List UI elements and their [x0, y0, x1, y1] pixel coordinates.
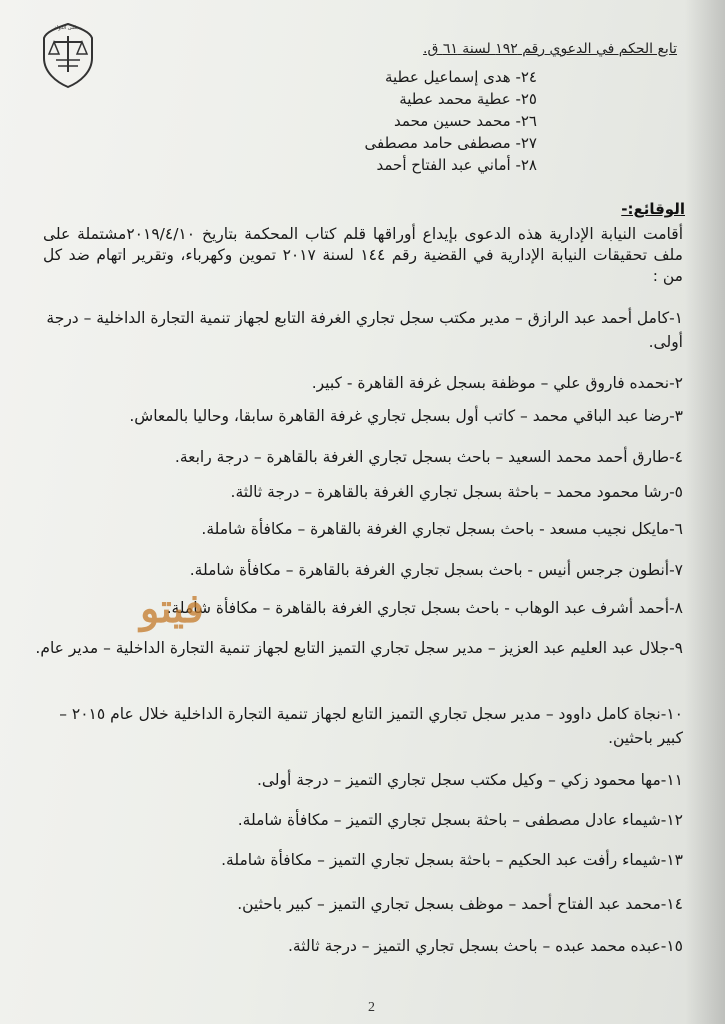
- list-item: ١٣-شيماء رأفت عبد الحكيم – باحثة بسجل تجاري التميز – مكافأة شاملة.: [221, 851, 683, 869]
- list-item: ١١-مها محمود زكي – وكيل مكتب سجل تجاري التميز – درجة أولى.: [256, 771, 683, 789]
- list-item: ٢-نحمده فاروق علي – موظفة بسجل غرفة القاهرة - كبير.: [311, 374, 683, 392]
- list-item: ٧-أنطون جرجس أنيس - باحث بسجل تجاري الغرفة بالقاهرة – مكافأة شاملة.: [189, 561, 683, 579]
- list-item: ٥-رشا محمود محمد – باحثة بسجل تجاري الغرفة بالقاهرة – درجة ثالثة.: [230, 483, 683, 501]
- logo-text: مجلس الدولة: [54, 25, 82, 31]
- case-header: تابع الحكم في الدعوي رقم ١٩٢ لسنة ٦١ ق.: [423, 41, 677, 57]
- list-item: ١-كامل أحمد عبد الرازق – مدير مكتب سجل تجاري الغرفة التابع لجهاز تنمية التجارة الداخلية – درجة أولى.: [46, 309, 683, 351]
- list-item: ٤-طارق أحمد محمد السعيد – باحث بسجل تجاري الغرفة بالقاهرة – درجة رابعة.: [174, 448, 683, 466]
- list-item: ٦-مايكل نجيب مسعد - باحث بسجل تجاري الغرفة بالقاهرة – مكافأة شاملة.: [201, 520, 683, 538]
- name-line: ٢٤- هدى إسماعيل عطية: [384, 68, 537, 86]
- list-item: ٩-جلال عبد العليم عبد العزيز – مدير سجل تجاري التميز التابع لجهاز تنمية التجارة الداخلية – مدير عام.: [35, 639, 683, 657]
- name-line: ٢٧- مصطفى حامد مصطفى: [364, 134, 537, 152]
- list-item: ٨-أحمد أشرف عبد الوهاب - باحث بسجل تجاري الغرفة بالقاهرة – مكافأة شاملة.: [166, 599, 683, 617]
- name-line: ٢٥- عطية محمد عطية: [399, 90, 537, 108]
- facts-heading: الوقائع:-: [621, 200, 685, 218]
- council-of-state-logo-icon: [38, 20, 98, 90]
- list-item: ٣-رضا عبد الباقي محمد – كاتب أول بسجل تجاري غرفة القاهرة سابقا، وحاليا بالمعاش.: [129, 407, 683, 425]
- page-edge-shadow: [685, 0, 725, 1024]
- list-item: ١٤-محمد عبد الفتاح أحمد – موظف بسجل تجاري التميز – كبير باحثين.: [237, 895, 683, 913]
- name-line: ٢٨- أماني عبد الفتاح أحمد: [376, 156, 537, 174]
- list-item: ١٥-عبده محمد عبده – باحث بسجل تجاري التميز – درجة ثالثة.: [287, 937, 683, 955]
- list-item: ١٠-نجاة كامل داوود – مدير سجل تجاري التميز التابع لجهاز تنمية التجارة الداخلية خلال عام ٢٠١٥ – كبير باحثين.: [59, 705, 683, 747]
- defendant-names-list: [177, 66, 537, 176]
- list-item: ١٢-شيماء عادل مصطفى – باحثة بسجل تجاري التميز – مكافأة شاملة.: [237, 811, 683, 829]
- page-number: 2: [368, 1000, 375, 1015]
- facts-intro: أقامت النيابة الإدارية هذه الدعوى بإيداع أوراقها قلم كتاب المحكمة بتاريخ ٢٠١٩/٤/١٠مشتملة على ملف تحقيقات النيابة الإدارية في القضية رقم ١٤٤ لسنة ٢٠١٧ تموين وكهرباء، وتقرير اتهام ضد كل من :: [43, 225, 684, 285]
- name-line: ٢٦- محمد حسين محمد: [394, 112, 537, 130]
- watermark: فيتو: [140, 585, 204, 632]
